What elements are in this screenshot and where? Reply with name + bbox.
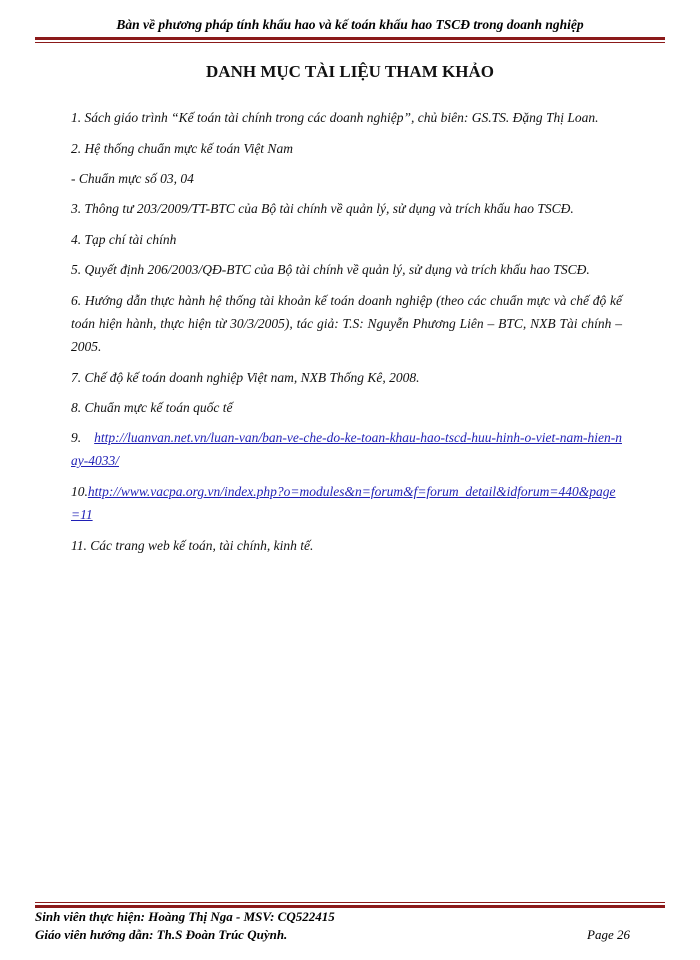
- page-number: Page 26: [587, 927, 630, 942]
- reference-link-vacpa[interactable]: http://www.vacpa.org.vn/index.php?o=modules&n=forum&f=forum_detail&idforum=440&page=11: [71, 484, 616, 522]
- reference-number: 10.: [71, 484, 88, 499]
- reference-item: 8. Chuẩn mực kế toán quốc tế: [71, 400, 233, 415]
- reference-item: 4. Tạp chí tài chính: [71, 232, 177, 247]
- footer-student: Sinh viên thực hiện: Hoàng Thị Nga - MSV: CQ522415: [35, 909, 335, 924]
- footer-advisor: Giáo viên hướng dẫn: Th.S Đoàn Trúc Quỳnh.: [35, 927, 288, 942]
- reference-number: 9.: [71, 430, 82, 445]
- reference-item: 3. Thông tư 203/2009/TT-BTC của Bộ tài chính về quản lý, sử dụng và trích khấu hao TSCĐ.: [71, 201, 574, 216]
- reference-item: - Chuẩn mực số 03, 04: [71, 171, 194, 186]
- footer-rule-thin: [35, 902, 665, 903]
- reference-item: 11. Các trang web kế toán, tài chính, kinh tế.: [71, 538, 314, 553]
- reference-item-9: [71, 426, 622, 472]
- header-rule-thick: [35, 37, 665, 40]
- footer-rule-thick: [35, 905, 665, 908]
- reference-list: [71, 106, 622, 564]
- reference-link-luanvan[interactable]: http://luanvan.net.vn/luan-van/ban-ve-che-do-ke-toan-khau-hao-tscd-huu-hinh-o-viet-nam-hien-nay-4033/: [71, 430, 622, 468]
- running-header: Bàn về phương pháp tính khấu hao và kế toán khấu hao TSCĐ trong doanh nghiệp: [116, 17, 584, 32]
- reference-item: 1. Sách giáo trình “Kế toán tài chính trong các doanh nghiệp”, chủ biên: GS.TS. Đặng Thị Loan.: [71, 110, 599, 125]
- reference-item-10: [71, 480, 622, 526]
- page-title: DANH MỤC TÀI LIỆU THAM KHẢO: [206, 62, 494, 81]
- reference-item: 5. Quyết định 206/2003/QĐ-BTC của Bộ tài chính về quản lý, sử dụng và trích khấu hao TSCĐ.: [71, 262, 590, 277]
- reference-item: 7. Chế độ kế toán doanh nghiệp Việt nam, NXB Thống Kê, 2008.: [71, 370, 420, 385]
- header-rule-thin: [35, 42, 665, 43]
- reference-item: 6. Hướng dẫn thực hành hệ thống tài khoản kế toán doanh nghiệp (theo các chuẩn mực và chế độ kế toán hiện hành, thực hiện từ 30/3/2005), tác giả: T.S: Nguyễn Phương Liên – BTC, NXB Tài chính – 2005.: [71, 293, 622, 354]
- reference-item: 2. Hệ thống chuẩn mực kế toán Việt Nam: [71, 141, 293, 156]
